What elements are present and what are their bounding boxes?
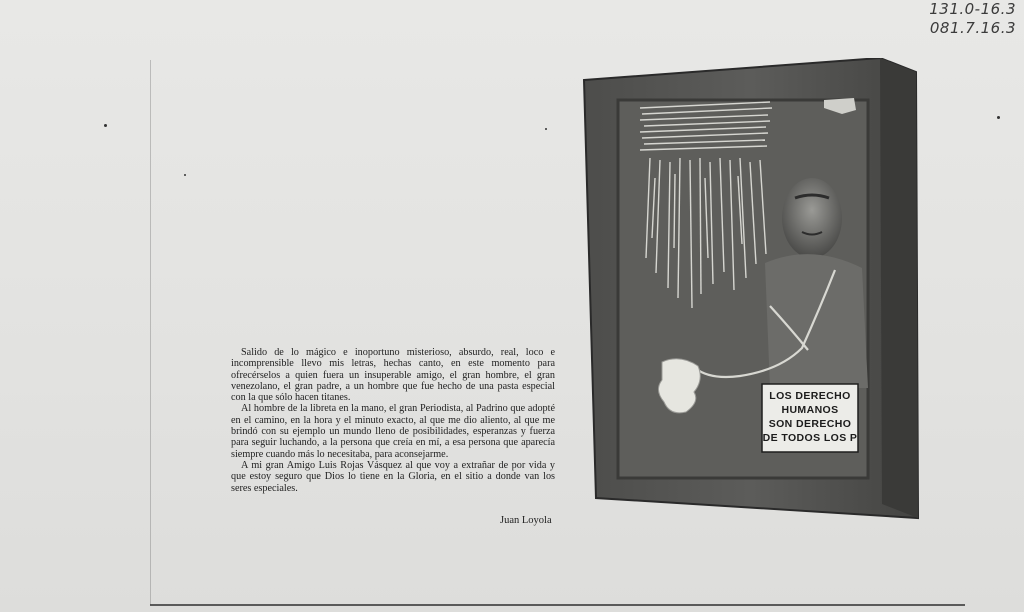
sign-line-3: SON DERECHO [768, 418, 852, 430]
paragraph: Salido de lo mágico e inoportuno misterioso, absurdo, real, loco e incomprensible llevo mis letras, hechas canto, en este momento para ofrecérselos a quien fuera un insuperable amigo, el gran hombre, el gran venezolano, el gran padre, a un hombre que fue hecho de una pasta especial con la que sólo hacen titanes. [231, 347, 555, 404]
dedication-text [231, 347, 555, 494]
page-bottom-rule [150, 604, 965, 606]
sign-line-1: LOS DERECHO [769, 390, 851, 402]
author-signature: Juan Loyola [500, 515, 552, 526]
sign-line-2: HUMANOS [781, 404, 839, 416]
page-left-edge [150, 60, 151, 605]
sign-line-4: DE TODOS LOS P [762, 432, 858, 444]
catalog-code-2: 081.7.16.3 [929, 19, 1016, 37]
dust-speck [997, 116, 1000, 119]
catalog-code-1: 131.0-16.3 [929, 0, 1016, 18]
paragraph: A mi gran Amigo Luis Rojas Vásquez al que voy a extrañar de por vida y que estoy seguro que Dios lo tiene en la Gloria, en el sitio a donde van los seres especiales. [231, 459, 555, 494]
paragraph: Al hombre de la libreta en la mano, el gran Periodista, al Padrino que adopté en el camino, en la hora y el minuto exacto, al que me dio aliento, al que me brindó con su ejemplo un mundo lleno de posibilidades, esperanzas y fuerza para seguir luchando, a la persona que creía en mí, a esa persona que aparecía siempre cuando más lo necesitaba, para aconsejarme. [231, 403, 555, 460]
dust-speck [545, 128, 547, 130]
protest-box-photo [580, 58, 920, 523]
catalog-numbers [929, 0, 1016, 38]
photo-image [580, 58, 920, 523]
dust-speck [104, 124, 107, 127]
dust-speck [184, 174, 186, 176]
